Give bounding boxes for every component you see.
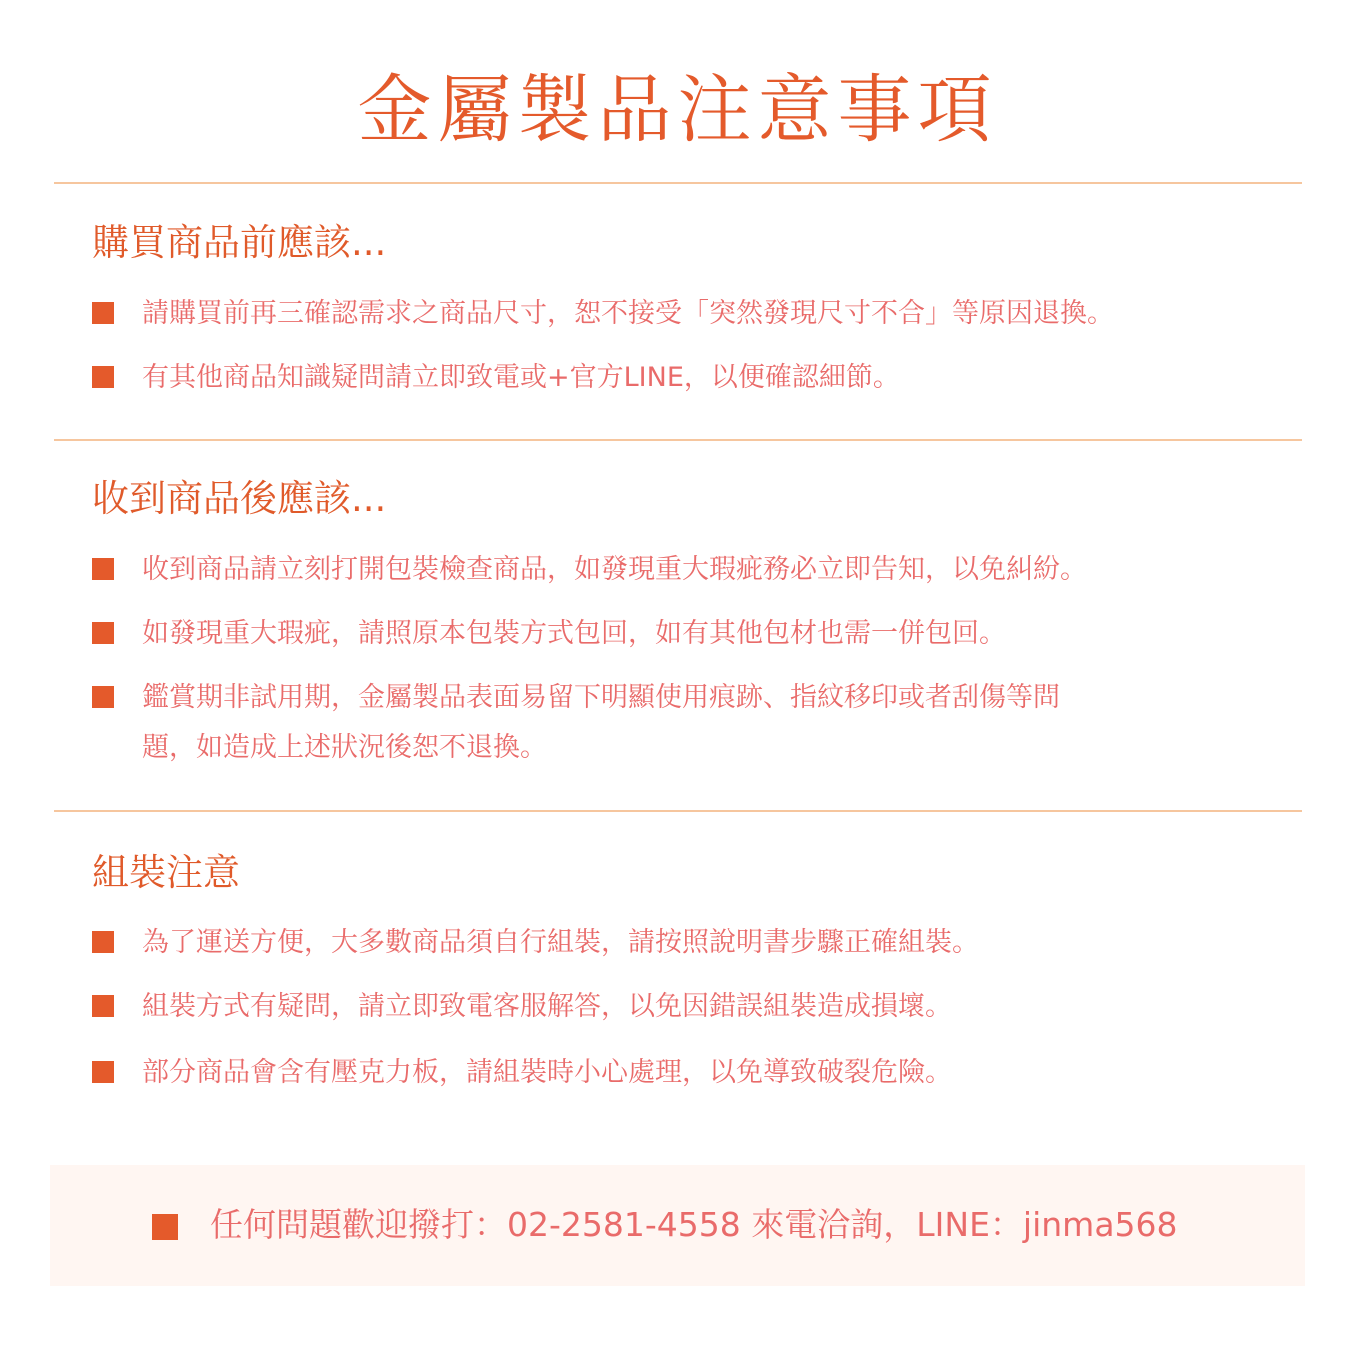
list-item-text: 如發現重大瑕疵，請照原本包裝方式包回，如有其他包材也需一併包回。 bbox=[142, 618, 1006, 649]
section-heading-assembly: 組裝注意 bbox=[92, 851, 240, 894]
section-heading-before-purchase: 購買商品前應該... bbox=[92, 221, 387, 264]
contact-box bbox=[50, 1165, 1305, 1286]
list-item-text bbox=[142, 680, 1252, 765]
square-bullet-icon bbox=[92, 995, 114, 1017]
list-item-text: 有其他商品知識疑問請立即致電或+官方LINE，以便確認細節。 bbox=[142, 362, 900, 393]
square-bullet-icon bbox=[92, 302, 114, 324]
section-heading-after-receipt: 收到商品後應該... bbox=[92, 477, 387, 520]
square-bullet-icon bbox=[152, 1214, 178, 1240]
list-item-text-line: 鑑賞期非試用期，金屬製品表面易留下明顯使用痕跡、指紋移印或者刮傷等問 bbox=[142, 682, 1060, 713]
square-bullet-icon bbox=[92, 366, 114, 388]
square-bullet-icon bbox=[92, 1061, 114, 1083]
page-title: 金屬製品注意事項 bbox=[357, 67, 998, 153]
contact-text: 任何問題歡迎撥打：02-2581-4558 來電洽詢，LINE：jinma568 bbox=[210, 1205, 1178, 1244]
list-item-text-line: 題，如造成上述狀況後恕不退換。 bbox=[142, 732, 547, 763]
section-divider bbox=[54, 182, 1302, 184]
section-divider bbox=[54, 810, 1302, 812]
list-item-text: 部分商品會含有壓克力板，請組裝時小心處理，以免導致破裂危險。 bbox=[142, 1057, 952, 1088]
square-bullet-icon bbox=[92, 931, 114, 953]
list-item-text: 請購買前再三確認需求之商品尺寸，恕不接受「突然發現尺寸不合」等原因退換。 bbox=[142, 298, 1114, 329]
section-divider bbox=[54, 439, 1302, 441]
square-bullet-icon bbox=[92, 558, 114, 580]
square-bullet-icon bbox=[92, 686, 114, 708]
list-item-text: 為了運送方便，大多數商品須自行組裝，請按照說明書步驟正確組裝。 bbox=[142, 927, 979, 958]
square-bullet-icon bbox=[92, 622, 114, 644]
list-item-text: 收到商品請立刻打開包裝檢查商品，如發現重大瑕疵務必立即告知，以免糾紛。 bbox=[142, 554, 1087, 585]
list-item-text: 組裝方式有疑問，請立即致電客服解答，以免因錯誤組裝造成損壞。 bbox=[142, 991, 952, 1022]
